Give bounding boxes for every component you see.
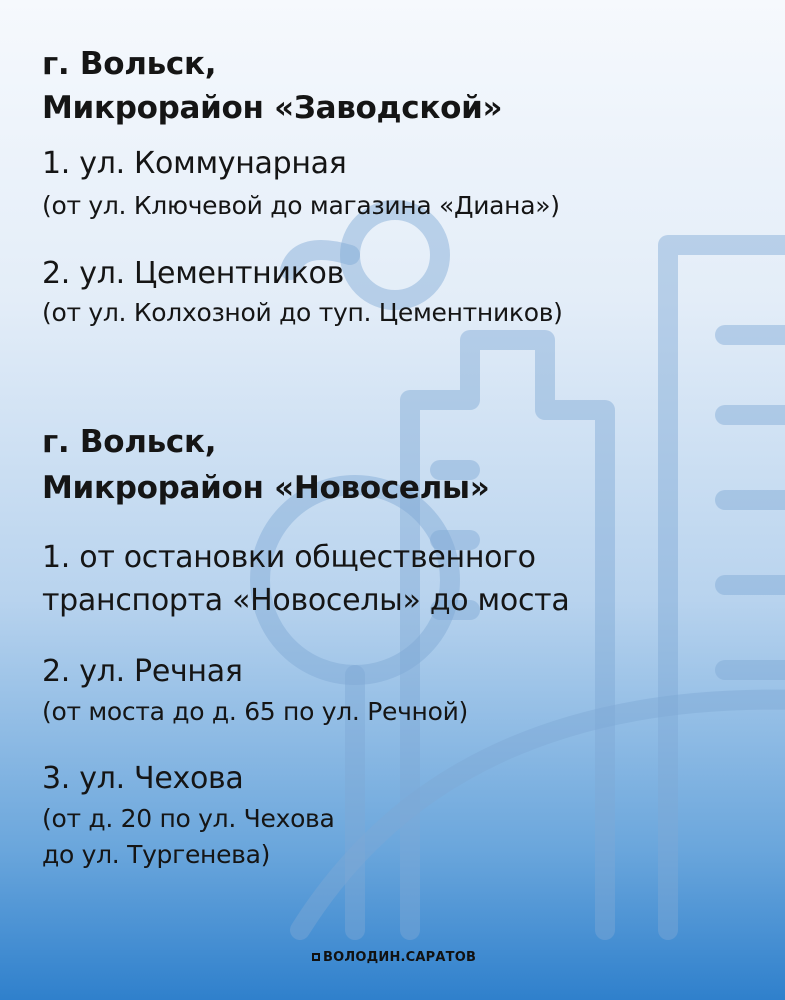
- section1-item2-title: 2. ул. Цементников: [42, 256, 344, 291]
- section1-district: Микрорайон «Заводской»: [42, 90, 503, 126]
- section2-item1-title: 1. от остановки общественного: [42, 540, 536, 575]
- section2-item3-title: 3. ул. Чехова: [42, 761, 244, 796]
- section2-district: Микрорайон «Новоселы»: [42, 470, 490, 506]
- section1-item1-details: (от ул. Ключевой до магазина «Диана»): [42, 191, 560, 220]
- section2-item2-details: (от моста до д. 65 по ул. Речной): [42, 697, 468, 726]
- brand-square-icon: [312, 953, 320, 961]
- section1-item1-title: 1. ул. Коммунарная: [42, 146, 347, 181]
- section2-item3-details-line2: до ул. Тургенева): [42, 840, 271, 869]
- section2-item3-details-line1: (от д. 20 по ул. Чехова: [42, 804, 335, 833]
- footer-brand-text: ВОЛОДИН.САРАТОВ: [323, 950, 477, 965]
- section2-city: г. Вольск,: [42, 424, 217, 460]
- section2-item2-title: 2. ул. Речная: [42, 654, 243, 689]
- footer-brand: [312, 950, 476, 965]
- section1-city: г. Вольск,: [42, 46, 217, 82]
- section2-item1-title-line2: транспорта «Новоселы» до моста: [42, 583, 570, 618]
- section1-item2-details: (от ул. Колхозной до туп. Цементников): [42, 298, 563, 327]
